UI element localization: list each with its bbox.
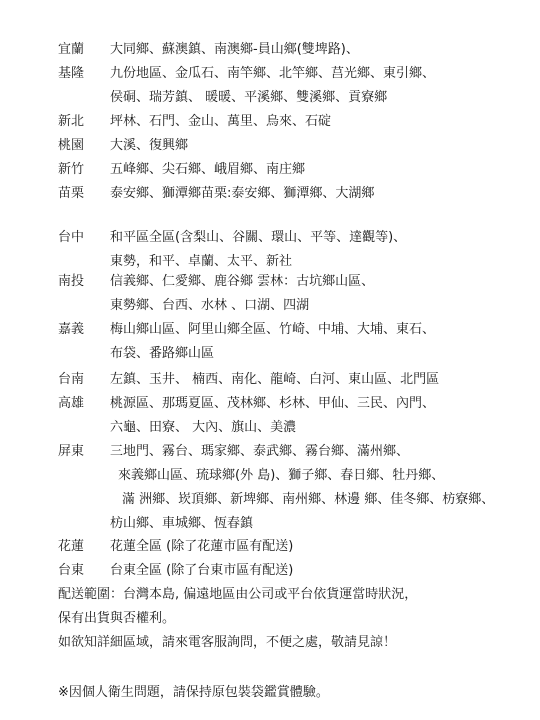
region-name: 新竹 bbox=[58, 162, 85, 177]
region-name: 新北 bbox=[58, 114, 85, 129]
region-areas-line: 左鎮、玉井、 楠西、南化、龍崎、白河、東山區、北門區 bbox=[110, 372, 440, 387]
region-areas-line: 侯硐、瑞芳鎮、 暖暖、平溪鄉、雙溪鄉、貢寮鄉 bbox=[110, 90, 388, 105]
region-areas-line: 三地門、霧台、瑪家鄉、泰武鄉、霧台鄉、滿州鄉、 bbox=[110, 444, 410, 459]
region-areas-line: 六龜、田寮、 大內、旗山、美濃 bbox=[110, 420, 297, 435]
region-areas-line: 信義鄉、仁愛鄉、鹿谷鄉 雲林：古坑鄉山區、 bbox=[110, 274, 375, 289]
region-name: 宜蘭 bbox=[58, 42, 85, 57]
region-areas-line: 枋山鄉、車城鄉、恆春鎮 bbox=[110, 516, 254, 531]
delivery-scope-note: 配送範圍：台灣本島, 偏遠地區由公司或平台依貨運當時狀況， bbox=[58, 587, 418, 602]
region-name: 高雄 bbox=[58, 396, 85, 411]
region-name: 桃園 bbox=[58, 138, 85, 153]
region-areas-line: 東勢，和平、卓蘭、太平、新社 bbox=[110, 254, 293, 269]
region-areas-line: 花蓮全區 (除了花蓮市區有配送) bbox=[110, 539, 294, 554]
delivery-rights-note: 保有出貨與否權利。 bbox=[58, 611, 176, 626]
region-name: 台南 bbox=[58, 372, 85, 387]
hygiene-note: ※因個人衛生問題，請保持原包裝袋鑑賞體驗。 bbox=[58, 685, 329, 700]
region-name: 南投 bbox=[58, 274, 85, 289]
region-areas-line: 桃源區、那瑪夏區、茂林鄉、杉林、甲仙、三民、內門、 bbox=[110, 396, 436, 411]
region-areas-line: 五峰鄉、尖石鄉、峨眉鄉、南庄鄉 bbox=[110, 162, 306, 177]
region-areas-line: 大溪、復興鄉 bbox=[110, 138, 189, 153]
region-areas-line: 泰安鄉、獅潭鄉苗栗:泰安鄉、獅潭鄉、大湖鄉 bbox=[110, 186, 375, 201]
region-areas-line: 來義鄉山區、琉球鄉(外 島)、獅子鄉、春日鄉、牡丹鄉、 bbox=[118, 468, 445, 483]
region-areas-line: 東勢鄉、台西、水林 、口湖、四湖 bbox=[110, 298, 310, 313]
region-areas-line: 九份地區、金瓜石、南竿鄉、北竿鄉、莒光鄉、東引鄉、 bbox=[110, 66, 436, 81]
contact-service-note: 如欲知詳細區域，請來電客服詢問，不便之處，敬請見諒！ bbox=[58, 635, 397, 650]
region-name: 台東 bbox=[58, 563, 85, 578]
region-name: 苗栗 bbox=[58, 186, 85, 201]
region-name: 花蓮 bbox=[58, 539, 85, 554]
region-areas-line: 大同鄉、蘇澳鎮、南澳鄉-員山鄉(雙埤路)、 bbox=[110, 42, 359, 57]
region-areas-line: 梅山鄉山區、阿里山鄉全區、竹崎、中埔、大埔、東石、 bbox=[110, 322, 436, 337]
region-areas-line: 台東全區 (除了台東市區有配送) bbox=[110, 563, 294, 578]
region-name: 屏東 bbox=[58, 444, 85, 459]
region-areas-line: 坪林、石門、金山、萬里、烏來、石碇 bbox=[110, 114, 332, 129]
region-name: 基隆 bbox=[58, 66, 85, 81]
region-areas-line: 滿 洲鄉、崁頂鄉、新埤鄉、南州鄉、林邊 鄉、佳冬鄉、枋寮鄉、 bbox=[122, 492, 495, 507]
region-name: 台中 bbox=[58, 230, 85, 245]
region-areas-line: 布袋、番路鄉山區 bbox=[110, 346, 215, 361]
region-name: 嘉義 bbox=[58, 322, 85, 337]
region-areas-line: 和平區全區(含梨山、谷關、環山、平等、達觀等)、 bbox=[110, 230, 407, 245]
